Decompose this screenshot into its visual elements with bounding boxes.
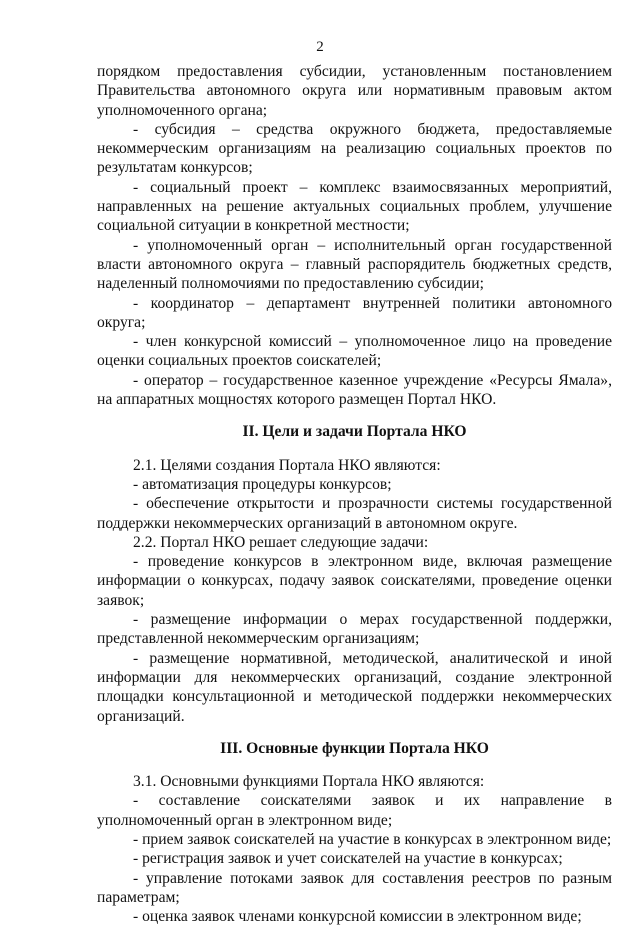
paragraph: - автоматизация процедуры конкурсов; xyxy=(133,475,392,493)
section-heading-3: III. Основные функции Портала НКО xyxy=(220,739,489,757)
paragraph: - регистрация заявок и учет соискателей на участие в конкурсах; xyxy=(133,850,563,868)
paragraph: 2.1. Целями создания Портала НКО являются: xyxy=(133,456,441,474)
paragraph: порядком предоставления субсидии, установленным постановлением Правительства автономного округа или нормативным правовым актом уполномоченного органа; xyxy=(97,63,612,119)
paragraph: - член конкурсной комиссий – уполномоченное лицо на проведение оценки социальных проектов соискателей; xyxy=(97,333,612,370)
paragraph: - размещение нормативной, методической, аналитической и иной информации для некоммерческих организаций, создание электронной площадки консультационной и методической поддержки некоммерческих организаций. xyxy=(97,649,612,725)
paragraph: - обеспечение открытости и прозрачности системы государственной поддержки некоммерческих организаций в автономном округе. xyxy=(97,495,612,532)
paragraph: - субсидия – средства окружного бюджета, предоставляемые некоммерческим организациям на реализацию социальных проектов по результатам конкурсов; xyxy=(97,120,612,177)
paragraph: - управление потоками заявок для составления реестров по разным параметрам; xyxy=(97,869,612,906)
paragraph: - координатор – департамент внутренней политики автономного округа; xyxy=(97,294,612,331)
paragraph: - уполномоченный орган – исполнительный орган государственной власти автономного округа – главный распорядитель бюджетных средств, наделенный полномочиями по предоставлению субсидии; xyxy=(97,236,612,293)
paragraph: - составление соискателями заявок и их направление в уполномоченный орган в электронном виде; xyxy=(97,792,612,829)
paragraph: - социальный проект – комплекс взаимосвязанных мероприятий, направленных на решение актуальных социальных проблем, улучшение социальной ситуации в конкретной местности; xyxy=(97,178,612,235)
page-number: 2 xyxy=(316,39,324,55)
paragraph: 3.1. Основными функциями Портала НКО являются: xyxy=(133,773,485,791)
section-heading-2: II. Цели и задачи Портала НКО xyxy=(242,423,467,441)
paragraph: - размещение информации о мерах государственной поддержки, представленной некоммерческим организациям; xyxy=(97,611,612,648)
paragraph: 2.2. Портал НКО решает следующие задачи: xyxy=(133,533,429,551)
paragraph: - проведение конкурсов в электронном виде, включая размещение информации о конкурсах, подачу заявок соискателями, проведение оценки заявок; xyxy=(97,553,612,609)
paragraph: - оператор – государственное казенное учреждение «Ресурсы Ямала», на аппаратных мощностях которого размещен Портал НКО. xyxy=(97,371,612,409)
paragraph: - оценка заявок членами конкурсной комиссии в электронном виде; xyxy=(133,908,582,926)
document-body xyxy=(97,62,612,926)
paragraph: - прием заявок соискателей на участие в конкурсах в электронном виде; xyxy=(133,830,612,848)
